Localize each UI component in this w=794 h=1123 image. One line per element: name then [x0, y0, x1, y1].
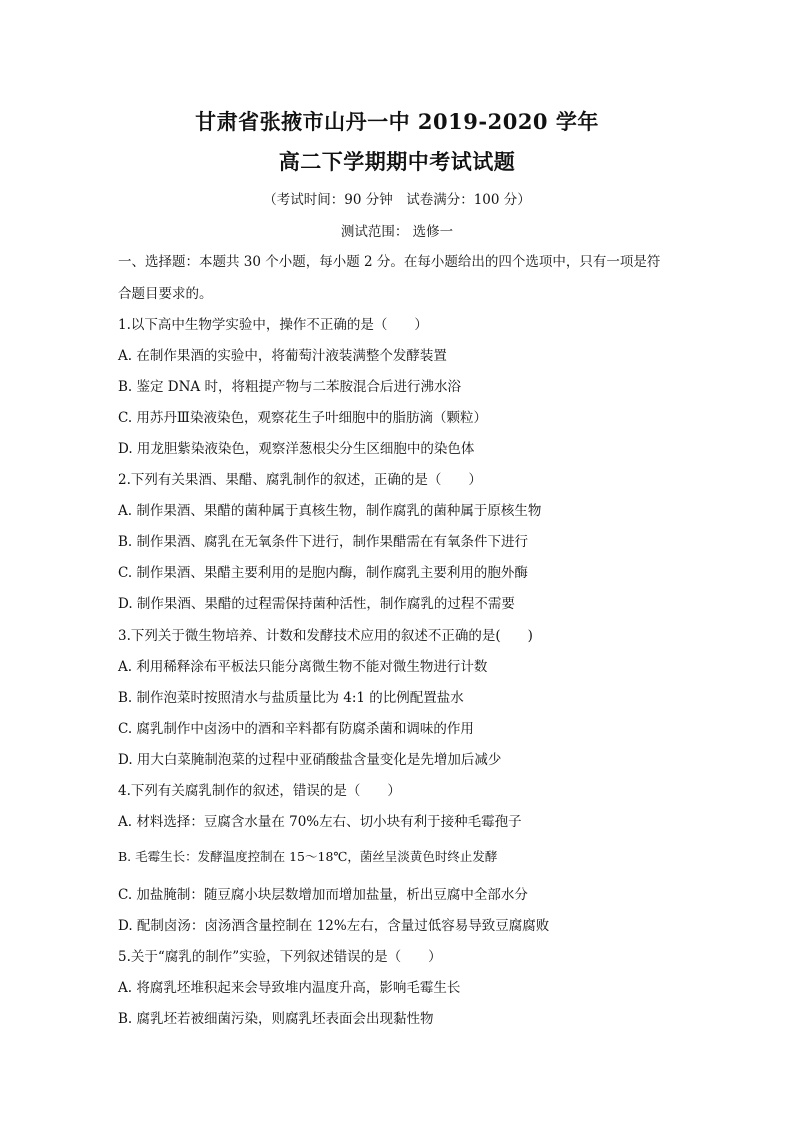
question-4-option-c: C. 加盐腌制：随豆腐小块层数增加而增加盐量，析出豆腐中全部水分 [118, 887, 528, 903]
question-2-option-d: D. 制作果酒、果醋的过程需保持菌种活性，制作腐乳的过程不需要 [118, 596, 515, 612]
exam-info: （考试时间：90 分钟 试卷满分：100 分） [263, 192, 531, 208]
question-5-option-a: A. 将腐乳坯堆积起来会导致堆内温度升高，影响毛霉生长 [118, 980, 461, 996]
question-1-option-b: B. 鉴定 DNA 时，将粗提产物与二苯胺混合后进行沸水浴 [118, 379, 461, 395]
question-3-stem: 3.下列关于微生物培养、计数和发酵技术应用的叙述不正确的是( ) [118, 628, 533, 644]
question-3-option-b: B. 制作泡菜时按照清水与盐质量比为 4:1 的比例配置盐水 [118, 690, 464, 706]
exam-title-line1: 甘肃省张掖市山丹一中 2019-2020 学年 [195, 109, 599, 134]
exam-title-line2: 高二下学期期中考试试题 [278, 149, 516, 174]
question-1-option-a: A. 在制作果酒的实验中，将葡萄汁液装满整个发酵装置 [118, 348, 447, 364]
question-3-option-c: C. 腐乳制作中卤汤中的酒和辛料都有防腐杀菌和调味的作用 [118, 721, 474, 737]
section-intro-line2: 合题目要求的。 [118, 286, 213, 302]
question-3-option-d: D. 用大白菜腌制泡菜的过程中亚硝酸盐含量变化是先增加后减少 [118, 752, 502, 768]
exam-scope: 测试范围： 选修一 [340, 224, 454, 240]
question-5-option-b: B. 腐乳坯若被细菌污染，则腐乳坯表面会出现黏性物 [118, 1011, 434, 1027]
question-2-option-b: B. 制作果酒、腐乳在无氧条件下进行，制作果醋需在有氧条件下进行 [118, 534, 529, 550]
question-1-stem: 1.以下高中生物学实验中，操作不正确的是（ ） [118, 317, 428, 333]
section-intro-line1: 一、选择题：本题共 30 个小题，每小题 2 分。在每小题给出的四个选项中，只有一项是符 [118, 254, 661, 270]
question-4-stem: 4.下列有关腐乳制作的叙述，错误的是（ ） [118, 783, 401, 799]
question-2-stem: 2.下列有关果酒、果醋、腐乳制作的叙述，正确的是（ ） [118, 472, 482, 488]
question-2-option-c: C. 制作果酒、果醋主要利用的是胞内酶，制作腐乳主要利用的胞外酶 [118, 565, 528, 581]
question-2-option-a: A. 制作果酒、果醋的菌种属于真核生物，制作腐乳的菌种属于原核生物 [118, 503, 542, 519]
question-4-option-d: D. 配制卤汤：卤汤酒含量控制在 12%左右，含量过低容易导致豆腐腐败 [118, 918, 550, 934]
question-1-option-c: C. 用苏丹Ⅲ染液染色，观察花生子叶细胞中的脂肪滴（颗粒） [118, 410, 487, 426]
question-5-stem: 5.关于“腐乳的制作”实验，下列叙述错误的是（ ） [118, 949, 442, 965]
question-4-option-b: B. 毛霉生长：发酵温度控制在 15～18℃，菌丝呈淡黄色时终止发酵 [118, 849, 498, 864]
question-3-option-a: A. 利用稀释涂布平板法只能分离微生物不能对微生物进行计数 [118, 659, 488, 675]
question-1-option-d: D. 用龙胆紫染液染色，观察洋葱根尖分生区细胞中的染色体 [118, 441, 475, 457]
question-4-option-a: A. 材料选择：豆腐含水量在 70%左右、切小块有利于接种毛霉孢子 [118, 814, 522, 830]
